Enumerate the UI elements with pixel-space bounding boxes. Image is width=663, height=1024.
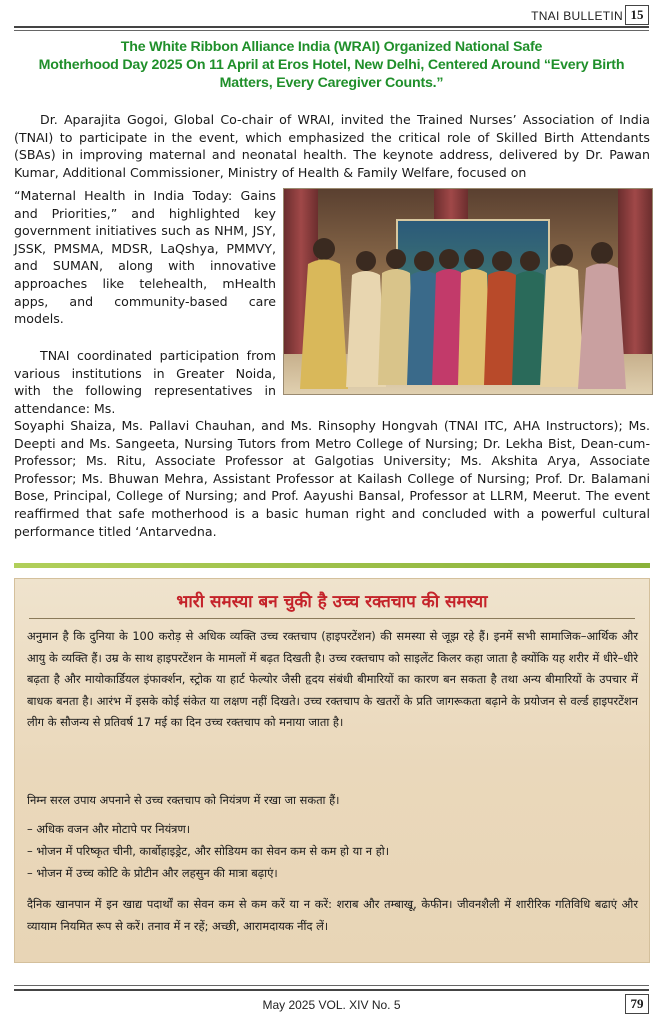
- article-paragraph-3: TNAI coordinated participation from various institutions in Greater Noida, with the following representatives in attendance: Ms.: [14, 348, 276, 416]
- hindi-article-box: [14, 578, 650, 963]
- article-paragraph-1: Dr. Aparajita Gogoi, Global Co-chair of WRAI, invited the Trained Nurses’ Association of India (TNAI) to participate in the event, which emphasized the critical role of Skilled Birth Attendants (SBAs) in improving maternal and neonatal health. The keynote address, delivered by Dr. Pawan Kumar, Additional Commissioner, Ministry of Health & Family Welfare, focused on: [14, 112, 650, 180]
- hindi-paragraph-1: अनुमान है कि दुनिया के 100 करोड़ से अधिक व्यक्ति उच्च रक्तचाप (हाइपरटेंशन) की समस्या से जूझ रहे हैं। इनमें सभी सामाजिक–आर्थिक और आयु के व्यक्ति हैं। उम्र के साथ हाइपरटेंशन के मामलों में बढ़त दिखती है। उच्च रक्तचाप को साइलेंट किलर कहा जाता है क्योंकि यह शरीर में धीरे–धीरे बढ़ता है और मायोकार्डियल इंफार्क्शन, स्ट्रोक या हार्ट फेल्योर जैसी हृदय संबंधी बीमारियों का कारण बन सकता है तथा अन्य बीमारियों के उपचार में बाधक बनता है। आरंभ में इसके कोई संकेत या लक्षण नहीं दिखते। उच्च रक्तचाप के खतरों के प्रति जागरूकता बढ़ाने के प्रयोजन से वर्ल्ड हाइपरटेंशन लीग के सौजन्य से प्रतिवर्ष 17 मई का दिन उच्च रक्तचाप को मनाया जाता है।: [27, 629, 638, 730]
- header-page-number: 15: [625, 5, 649, 25]
- header-rule: [14, 26, 649, 28]
- list-item: – भोजन में उच्च कोटि के प्रोटीन और लहसुन की मात्रा बढ़ाएं।: [27, 866, 278, 880]
- footer-rule-thin: [14, 985, 649, 986]
- list-item: – अधिक वजन और मोटापे पर नियंत्रण।: [27, 822, 191, 836]
- photo-attendees: [284, 189, 652, 394]
- article-title-line-2: Motherhood Day 2025 On 11 April at Eros Hotel, New Delhi, Centered Around “Every Birth: [38, 57, 625, 73]
- footer-issue-label: May 2025 VOL. XIV No. 5: [262, 998, 401, 1012]
- footer-page-number: 79: [625, 994, 649, 1014]
- article-title-line-1: The White Ribbon Alliance India (WRAI) Organized National Safe: [120, 39, 543, 55]
- footer-rule: [14, 989, 649, 991]
- hindi-paragraph-3: दैनिक खानपान में इन खाद्य पदार्थों का सेवन कम से कम करें या न करें: शराब और तम्बाखू, केफीन। जीवनशैली में शारीरिक गतिविधि बढाएं और व्यायाम नियमित रूप से करें। तनाव में न रहें; अच्छी, आरामदायक नींद लें।: [27, 897, 638, 933]
- bulletin-label: TNAI BULLETIN: [531, 9, 623, 23]
- event-group-photo: [283, 188, 653, 395]
- article-title: [30, 38, 633, 92]
- article-title-line-3: Matters, Every Caregiver Counts.”: [219, 75, 444, 91]
- section-divider-bar: [14, 563, 650, 568]
- article-paragraph-2: “Maternal Health in India Today: Gains and Priorities,” and highlighted key government initiatives such as NHM, JSY, JSSK, PMSMA, MDSR, LaQshya, PMMVY, and SUMAN, along with innovative approaches like telehealth, mHealth apps, and community-based care models.: [14, 188, 276, 327]
- header-rule-thin: [14, 30, 649, 31]
- hindi-title-rule: [29, 618, 635, 619]
- hindi-tips-list: [27, 818, 638, 884]
- hindi-article-title: भारी समस्या बन चुकी है उच्च रक्तचाप की समस्या: [176, 592, 488, 612]
- list-item: – भोजन में परिष्कृत चीनी, कार्बोहाइड्रेट, और सोडियम का सेवन कम से कम हो या न हो।: [27, 844, 390, 858]
- hindi-paragraph-2: निम्न सरल उपाय अपनाने से उच्च रक्तचाप को नियंत्रण में रखा जा सकता हैं।: [27, 793, 340, 807]
- article-paragraph-4: Soyaphi Shaiza, Ms. Pallavi Chauhan, and Ms. Rinsophy Hongvah (TNAI ITC, AHA Instructors); Ms. Deepti and Ms. Sangeeta, Nursing Tutors from Metro College of Nursing; Dr. Lekha Bist, Dean-cum-Professor; Ms. Ritu, Associate Professor at Galgotias University; Ms. Akshita Arya, Associate Professor; Ms. Bhuwan Mehra, Assistant Professor at Kailash College of Nursing; Prof. Dr. Balamani Bose, Principal, College of Nursing; and Prof. Aayushi Bansal, Professor at LLRM, Meerut. The event reaffirmed that safe motherhood is a basic human right and concluded with a powerful cultural performance titled ‘Antarvedna.: [14, 418, 650, 539]
